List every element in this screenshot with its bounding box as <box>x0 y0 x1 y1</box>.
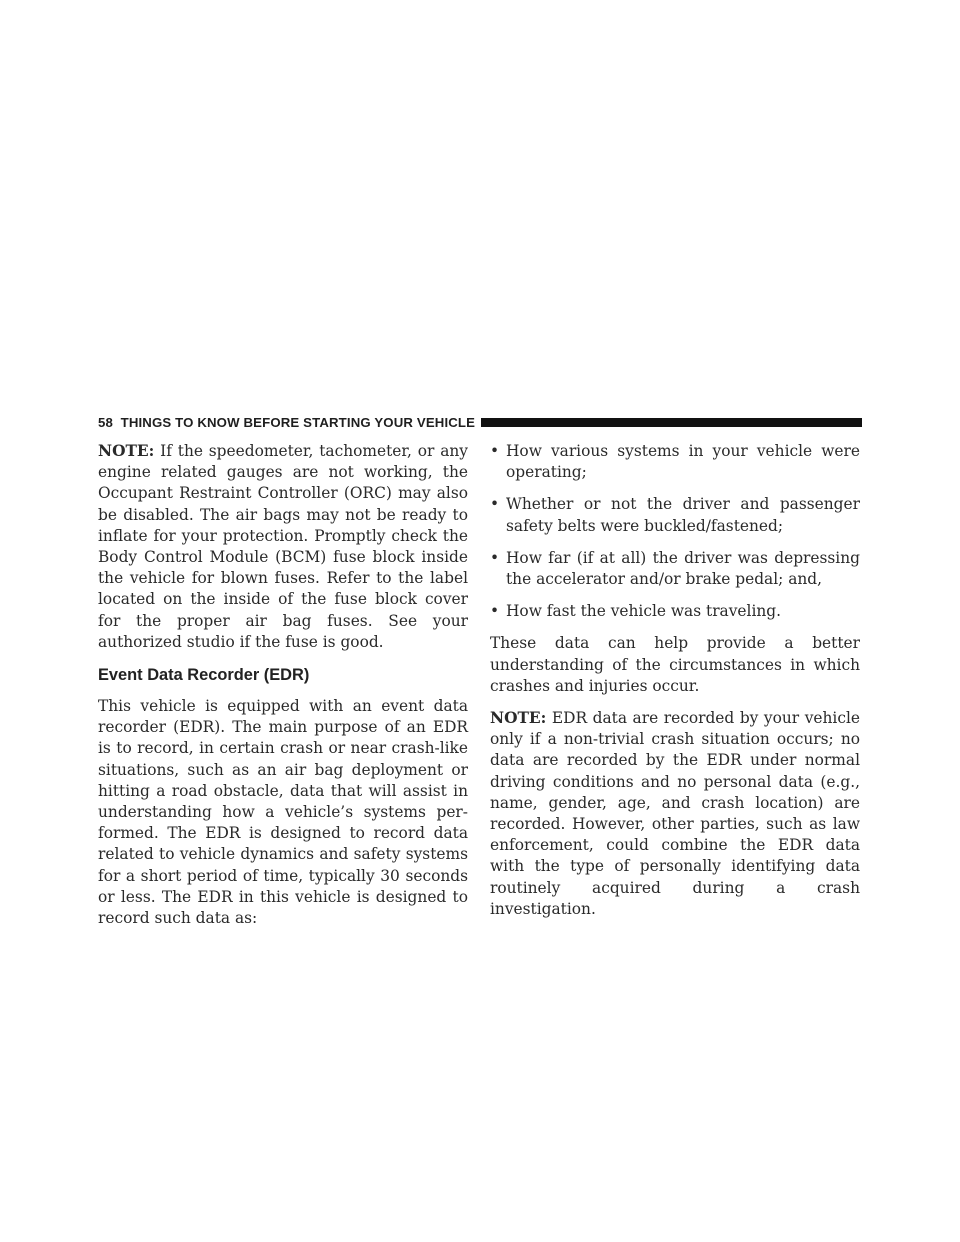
list-item <box>490 548 860 590</box>
edr-data-list <box>490 441 860 622</box>
list-item-text: Whether or not the driver and passenger safety belts were buckled/fastened; <box>506 495 860 535</box>
bullet-icon: • <box>490 602 500 621</box>
note-text: If the speedometer, tachometer, or any engine related gauges are not working, the Occupant Restraint Controller (ORC) may also be disabled. The air bags may not be ready to inflate for your protection. Promptly check the Body Control Module (BCM) fuse block inside the vehicle for blown fuses. Refer to the label located on the inside of the fuse block cover for the proper air bag fuses. See your authorized studio if the fuse is good. <box>98 442 468 651</box>
list-item-text: How far (if at all) the driver was depressing the accelerator and/or brake pedal; and, <box>506 548 860 589</box>
list-item <box>490 441 860 483</box>
list-item-text: How fast the vehicle was traveling. <box>506 602 782 621</box>
header-rule <box>481 418 862 427</box>
page-header <box>98 414 862 430</box>
left-column <box>98 441 468 940</box>
edr-paragraph: This vehicle is equipped with an event data recorder (EDR). The main purpose of an EDR is to record, in certain crash or near crash-like situations, such as an air bag deployment or hitting a road obstacle, data that will assist in understanding how a vehicle’s systems performed. The EDR is designed to record data related to vehicle dynamics and safety systems for a short period of time, typically 30 seconds or less. The EDR in this vehicle is designed to record such data as: <box>98 697 468 928</box>
note-label: NOTE: <box>490 709 547 728</box>
list-item <box>490 494 860 536</box>
note-paragraph-2 <box>490 708 860 920</box>
note-text: EDR data are recorded by your vehicle only if a non-trivial crash situation occurs; no data are recorded by the EDR under normal driving conditions and no personal data (e.g., name, gender, age, and crash location) are recorded. However, other parties, such as law enforcement, could combine the EDR data with the type of personally identifying data routinely acquired during a crash investigation. <box>490 709 860 918</box>
bullet-icon: • <box>490 548 500 567</box>
bullet-icon: • <box>490 442 500 460</box>
list-item <box>490 601 860 622</box>
section-heading: Event Data Recorder (EDR) <box>98 666 310 685</box>
bullet-icon: • <box>490 495 500 514</box>
section-title: THINGS TO KNOW BEFORE STARTING YOUR VEHICLE <box>120 414 476 430</box>
note-paragraph-1 <box>98 441 468 653</box>
page-number: 58 <box>98 414 113 430</box>
right-column <box>490 441 860 931</box>
note-label: NOTE: <box>98 442 155 460</box>
list-item-text: How various systems in your vehicle were operating; <box>506 442 860 482</box>
summary-paragraph: These data can help provide a better understanding of the circumstances in which crashes and injuries occur. <box>490 634 860 695</box>
page-header-text <box>98 415 475 430</box>
